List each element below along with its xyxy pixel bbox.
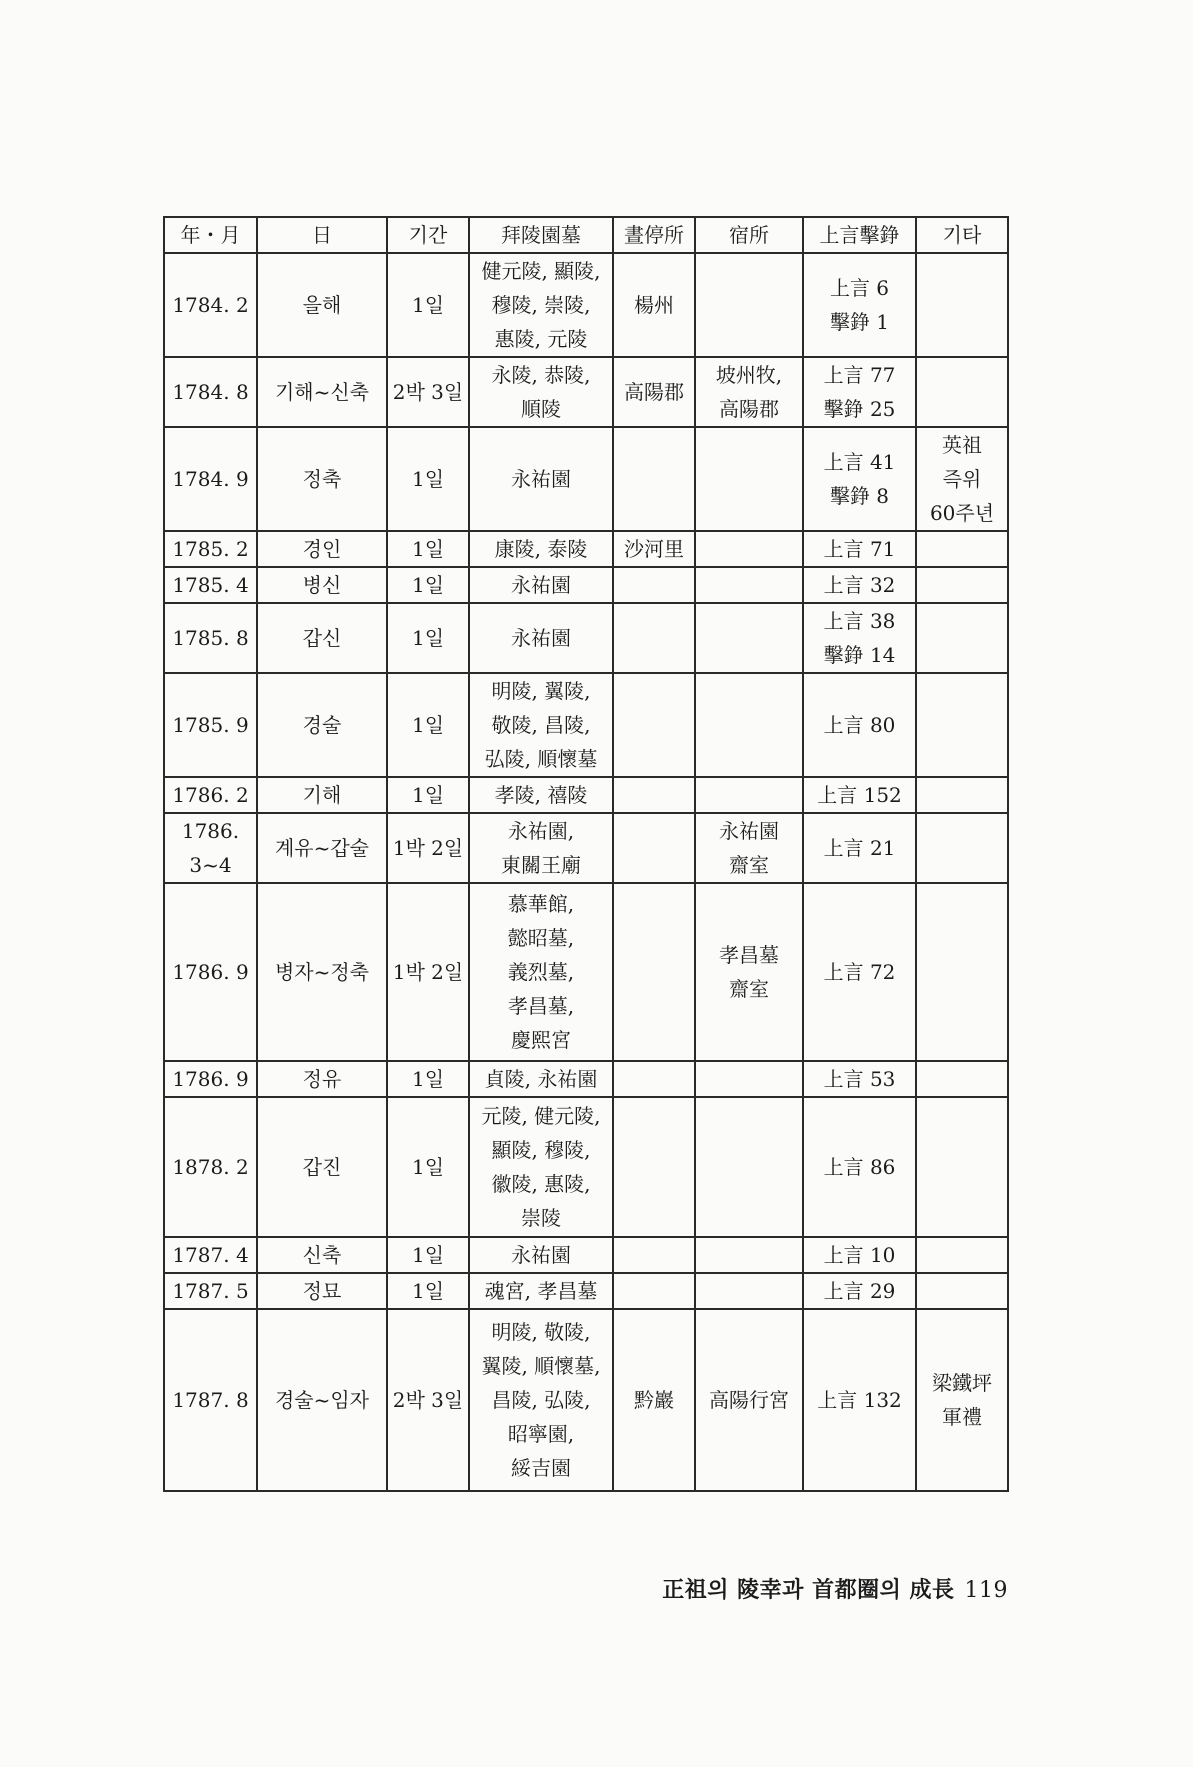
cell-day: 경술 bbox=[257, 673, 387, 777]
cell-petitions: 上言 41 擊錚 8 bbox=[803, 427, 916, 531]
cell-other bbox=[916, 1273, 1008, 1309]
cell-tombs: 孝陵, 禧陵 bbox=[469, 777, 613, 813]
cell-duration: 1일 bbox=[387, 777, 469, 813]
cell-duration: 1일 bbox=[387, 1237, 469, 1273]
cell-duration: 2박 3일 bbox=[387, 357, 469, 427]
cell-day: 갑진 bbox=[257, 1097, 387, 1237]
cell-year-month: 1785. 8 bbox=[164, 603, 257, 673]
cell-petitions: 上言 10 bbox=[803, 1237, 916, 1273]
cell-year-month: 1785. 4 bbox=[164, 567, 257, 603]
cell-tombs: 元陵, 健元陵, 顯陵, 穆陵, 徽陵, 惠陵, 崇陵 bbox=[469, 1097, 613, 1237]
cell-tombs: 健元陵, 顯陵, 穆陵, 崇陵, 惠陵, 元陵 bbox=[469, 253, 613, 357]
cell-day: 신축 bbox=[257, 1237, 387, 1273]
cell-noon-stop: 高陽郡 bbox=[613, 357, 695, 427]
cell-petitions: 上言 80 bbox=[803, 673, 916, 777]
running-footer bbox=[662, 1573, 1008, 1604]
header-other: 기타 bbox=[916, 217, 1008, 253]
cell-petitions: 上言 152 bbox=[803, 777, 916, 813]
cell-other bbox=[916, 531, 1008, 567]
cell-petitions: 上言 32 bbox=[803, 567, 916, 603]
cell-other bbox=[916, 883, 1008, 1061]
header-day: 日 bbox=[257, 217, 387, 253]
header-row bbox=[164, 217, 1008, 253]
cell-other bbox=[916, 673, 1008, 777]
cell-year-month: 1786. 9 bbox=[164, 1061, 257, 1097]
cell-year-month: 1785. 2 bbox=[164, 531, 257, 567]
cell-duration: 1일 bbox=[387, 253, 469, 357]
cell-year-month: 1878. 2 bbox=[164, 1097, 257, 1237]
cell-petitions: 上言 86 bbox=[803, 1097, 916, 1237]
cell-lodging bbox=[695, 777, 803, 813]
cell-day: 기해 bbox=[257, 777, 387, 813]
cell-day: 경인 bbox=[257, 531, 387, 567]
cell-other bbox=[916, 1097, 1008, 1237]
cell-tombs: 慕華館, 懿昭墓, 義烈墓, 孝昌墓, 慶熙宮 bbox=[469, 883, 613, 1061]
cell-lodging: 孝昌墓 齋室 bbox=[695, 883, 803, 1061]
table-row bbox=[164, 813, 1008, 883]
table-row bbox=[164, 357, 1008, 427]
cell-year-month: 1785. 9 bbox=[164, 673, 257, 777]
cell-petitions: 上言 71 bbox=[803, 531, 916, 567]
cell-lodging bbox=[695, 567, 803, 603]
table-row bbox=[164, 1309, 1008, 1491]
cell-year-month: 1784. 8 bbox=[164, 357, 257, 427]
cell-tombs: 魂宮, 孝昌墓 bbox=[469, 1273, 613, 1309]
cell-year-month: 1786. 3~4 bbox=[164, 813, 257, 883]
cell-noon-stop bbox=[613, 673, 695, 777]
cell-year-month: 1786. 2 bbox=[164, 777, 257, 813]
cell-lodging: 永祐園 齋室 bbox=[695, 813, 803, 883]
cell-other: 梁鐵坪 軍禮 bbox=[916, 1309, 1008, 1491]
royal-visit-table bbox=[163, 216, 1009, 1492]
cell-petitions: 上言 29 bbox=[803, 1273, 916, 1309]
cell-noon-stop bbox=[613, 1237, 695, 1273]
cell-lodging bbox=[695, 531, 803, 567]
cell-tombs: 永陵, 恭陵, 順陵 bbox=[469, 357, 613, 427]
cell-tombs: 貞陵, 永祐園 bbox=[469, 1061, 613, 1097]
cell-duration: 1일 bbox=[387, 1061, 469, 1097]
cell-petitions: 上言 38 擊錚 14 bbox=[803, 603, 916, 673]
header-year-month: 年・月 bbox=[164, 217, 257, 253]
cell-noon-stop bbox=[613, 777, 695, 813]
cell-noon-stop bbox=[613, 567, 695, 603]
cell-lodging bbox=[695, 673, 803, 777]
cell-duration: 1일 bbox=[387, 427, 469, 531]
cell-tombs: 永祐園 bbox=[469, 1237, 613, 1273]
cell-petitions: 上言 21 bbox=[803, 813, 916, 883]
cell-lodging bbox=[695, 253, 803, 357]
cell-duration: 1일 bbox=[387, 1097, 469, 1237]
cell-lodging bbox=[695, 427, 803, 531]
header-petitions: 上言擊錚 bbox=[803, 217, 916, 253]
cell-duration: 2박 3일 bbox=[387, 1309, 469, 1491]
cell-noon-stop bbox=[613, 813, 695, 883]
table-row bbox=[164, 603, 1008, 673]
header-duration: 기간 bbox=[387, 217, 469, 253]
cell-tombs: 永祐園 bbox=[469, 567, 613, 603]
cell-duration: 1박 2일 bbox=[387, 883, 469, 1061]
cell-tombs: 永祐園 bbox=[469, 427, 613, 531]
cell-day: 정묘 bbox=[257, 1273, 387, 1309]
table-row bbox=[164, 253, 1008, 357]
cell-other bbox=[916, 603, 1008, 673]
cell-year-month: 1787. 5 bbox=[164, 1273, 257, 1309]
cell-noon-stop: 楊州 bbox=[613, 253, 695, 357]
cell-lodging: 坡州牧, 高陽郡 bbox=[695, 357, 803, 427]
cell-lodging bbox=[695, 1097, 803, 1237]
cell-tombs: 明陵, 翼陵, 敬陵, 昌陵, 弘陵, 順懷墓 bbox=[469, 673, 613, 777]
cell-day: 병자~정축 bbox=[257, 883, 387, 1061]
cell-lodging bbox=[695, 603, 803, 673]
cell-tombs: 明陵, 敬陵, 翼陵, 順懷墓, 昌陵, 弘陵, 昭寧園, 綏吉園 bbox=[469, 1309, 613, 1491]
table-row bbox=[164, 427, 1008, 531]
cell-other bbox=[916, 357, 1008, 427]
footer-title: 正祖의 陵幸과 首都圈의 成長 bbox=[662, 1577, 955, 1603]
table-row bbox=[164, 883, 1008, 1061]
header-tombs-visited: 拜陵園墓 bbox=[469, 217, 613, 253]
cell-noon-stop: 黔巖 bbox=[613, 1309, 695, 1491]
cell-noon-stop bbox=[613, 427, 695, 531]
cell-lodging bbox=[695, 1061, 803, 1097]
cell-year-month: 1784. 2 bbox=[164, 253, 257, 357]
cell-day: 계유~갑술 bbox=[257, 813, 387, 883]
cell-duration: 1일 bbox=[387, 673, 469, 777]
cell-lodging: 高陽行宮 bbox=[695, 1309, 803, 1491]
table-row bbox=[164, 531, 1008, 567]
cell-other: 英祖 즉위 60주년 bbox=[916, 427, 1008, 531]
table-row bbox=[164, 567, 1008, 603]
page-number: 119 bbox=[964, 1578, 1008, 1603]
cell-petitions: 上言 77 擊錚 25 bbox=[803, 357, 916, 427]
cell-year-month: 1786. 9 bbox=[164, 883, 257, 1061]
table-row bbox=[164, 1061, 1008, 1097]
cell-other bbox=[916, 253, 1008, 357]
cell-other bbox=[916, 567, 1008, 603]
cell-petitions: 上言 6 擊錚 1 bbox=[803, 253, 916, 357]
header-lodging: 宿所 bbox=[695, 217, 803, 253]
cell-duration: 1일 bbox=[387, 603, 469, 673]
cell-day: 갑신 bbox=[257, 603, 387, 673]
cell-day: 기해~신축 bbox=[257, 357, 387, 427]
cell-noon-stop bbox=[613, 1097, 695, 1237]
table-row bbox=[164, 673, 1008, 777]
cell-duration: 1일 bbox=[387, 567, 469, 603]
cell-other bbox=[916, 813, 1008, 883]
cell-day: 경술~임자 bbox=[257, 1309, 387, 1491]
cell-duration: 1일 bbox=[387, 1273, 469, 1309]
table-row bbox=[164, 777, 1008, 813]
cell-noon-stop bbox=[613, 1273, 695, 1309]
table-row bbox=[164, 1237, 1008, 1273]
cell-year-month: 1787. 4 bbox=[164, 1237, 257, 1273]
cell-other bbox=[916, 1237, 1008, 1273]
cell-day: 정축 bbox=[257, 427, 387, 531]
cell-petitions: 上言 72 bbox=[803, 883, 916, 1061]
header-noon-stop: 晝停所 bbox=[613, 217, 695, 253]
cell-noon-stop bbox=[613, 883, 695, 1061]
cell-noon-stop: 沙河里 bbox=[613, 531, 695, 567]
cell-duration: 1박 2일 bbox=[387, 813, 469, 883]
cell-year-month: 1787. 8 bbox=[164, 1309, 257, 1491]
cell-petitions: 上言 53 bbox=[803, 1061, 916, 1097]
cell-day: 병신 bbox=[257, 567, 387, 603]
table-row bbox=[164, 1097, 1008, 1237]
cell-noon-stop bbox=[613, 1061, 695, 1097]
cell-lodging bbox=[695, 1273, 803, 1309]
cell-tombs: 康陵, 泰陵 bbox=[469, 531, 613, 567]
cell-tombs: 永祐園 bbox=[469, 603, 613, 673]
cell-day: 정유 bbox=[257, 1061, 387, 1097]
cell-other bbox=[916, 1061, 1008, 1097]
cell-petitions: 上言 132 bbox=[803, 1309, 916, 1491]
cell-tombs: 永祐園, 東關王廟 bbox=[469, 813, 613, 883]
cell-noon-stop bbox=[613, 603, 695, 673]
cell-day: 을해 bbox=[257, 253, 387, 357]
cell-other bbox=[916, 777, 1008, 813]
cell-duration: 1일 bbox=[387, 531, 469, 567]
cell-lodging bbox=[695, 1237, 803, 1273]
table-row bbox=[164, 1273, 1008, 1309]
cell-year-month: 1784. 9 bbox=[164, 427, 257, 531]
